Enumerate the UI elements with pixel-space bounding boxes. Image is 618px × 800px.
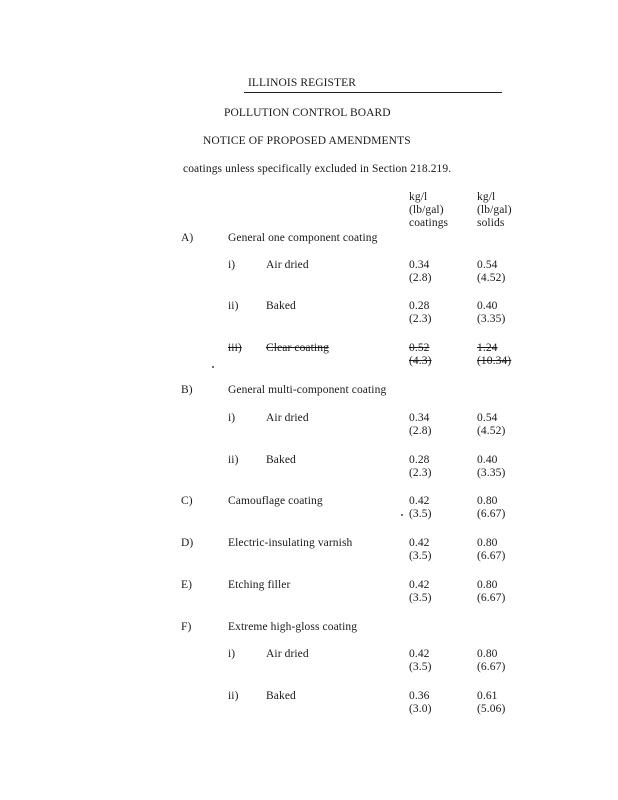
section-letter: C) bbox=[181, 495, 193, 507]
section-title: Camouflage coating bbox=[228, 495, 323, 507]
value-lb-coatings: (2.8) bbox=[409, 425, 432, 437]
value-kg-solids: 0.54 bbox=[477, 412, 498, 424]
section-letter: B) bbox=[181, 384, 193, 396]
value-lb-solids: (6.67) bbox=[477, 592, 506, 604]
item-label: Air dried bbox=[266, 412, 309, 424]
item-number: ii) bbox=[228, 454, 239, 466]
value-lb-coatings: (3.5) bbox=[409, 508, 432, 520]
value-kg-coatings: 0.42 bbox=[409, 579, 430, 591]
header-rule bbox=[244, 92, 502, 93]
section-title: Etching filler bbox=[228, 579, 291, 591]
value-kg-coatings: 0.34 bbox=[409, 412, 430, 424]
value-kg-solids: 0.40 bbox=[477, 300, 498, 312]
value-lb-coatings: (2.3) bbox=[409, 313, 432, 325]
value-kg-coatings: 0.28 bbox=[409, 454, 430, 466]
value-lb-solids: (3.35) bbox=[477, 467, 506, 479]
value-lb-solids: (4.52) bbox=[477, 272, 506, 284]
scan-speck bbox=[212, 366, 214, 368]
item-number-struck: iii) bbox=[228, 342, 242, 354]
col-solids-alt-unit: (lb/gal) bbox=[477, 204, 512, 216]
value-lb-solids: (3.35) bbox=[477, 313, 506, 325]
board-name: POLLUTION CONTROL BOARD bbox=[224, 107, 391, 119]
col-coatings-alt-unit: (lb/gal) bbox=[409, 204, 444, 216]
section-title: General one component coating bbox=[228, 232, 378, 244]
register-title: ILLINOIS REGISTER bbox=[248, 77, 357, 89]
item-number: ii) bbox=[228, 300, 239, 312]
value-kg-solids-struck: 1.24 bbox=[477, 342, 498, 354]
value-kg-coatings: 0.42 bbox=[409, 537, 430, 549]
value-lb-solids: (6.67) bbox=[477, 550, 506, 562]
value-lb-coatings: (3.5) bbox=[409, 661, 432, 673]
value-kg-coatings: 0.34 bbox=[409, 259, 430, 271]
value-kg-solids: 0.54 bbox=[477, 259, 498, 271]
section-letter: F) bbox=[181, 621, 192, 633]
item-label: Baked bbox=[266, 300, 296, 312]
col-coatings-label: coatings bbox=[409, 217, 449, 229]
section-letter: E) bbox=[181, 579, 193, 591]
value-lb-solids: (4.52) bbox=[477, 425, 506, 437]
value-kg-solids: 0.61 bbox=[477, 690, 498, 702]
value-lb-solids: (5.06) bbox=[477, 703, 506, 715]
value-lb-solids: (6.67) bbox=[477, 508, 506, 520]
value-kg-coatings: 0.42 bbox=[409, 495, 430, 507]
item-number: i) bbox=[228, 259, 236, 271]
item-number: i) bbox=[228, 412, 236, 424]
section-title: Electric-insulating varnish bbox=[228, 537, 353, 549]
col-coatings-unit: kg/l bbox=[409, 191, 428, 203]
item-label: Air dried bbox=[266, 648, 309, 660]
section-letter: A) bbox=[181, 232, 194, 244]
value-kg-coatings: 0.42 bbox=[409, 648, 430, 660]
section-letter: D) bbox=[181, 537, 194, 549]
item-number: i) bbox=[228, 648, 236, 660]
item-label-struck: Clear coating bbox=[266, 342, 329, 354]
item-label: Baked bbox=[266, 454, 296, 466]
value-kg-solids: 0.40 bbox=[477, 454, 498, 466]
value-kg-solids: 0.80 bbox=[477, 579, 498, 591]
col-solids-unit: kg/l bbox=[477, 191, 496, 203]
section-title: Extreme high-gloss coating bbox=[228, 621, 358, 633]
value-lb-coatings: (3.0) bbox=[409, 703, 432, 715]
value-kg-solids: 0.80 bbox=[477, 648, 498, 660]
item-number: ii) bbox=[228, 690, 239, 702]
value-lb-coatings-struck: (4.3) bbox=[409, 355, 432, 367]
value-lb-coatings: (2.3) bbox=[409, 467, 432, 479]
value-kg-coatings: 0.28 bbox=[409, 300, 430, 312]
value-kg-coatings: 0.36 bbox=[409, 690, 430, 702]
value-lb-coatings: (2.8) bbox=[409, 272, 432, 284]
value-lb-coatings: (3.5) bbox=[409, 550, 432, 562]
value-kg-solids: 0.80 bbox=[477, 495, 498, 507]
item-label: Air dried bbox=[266, 259, 309, 271]
intro-text: coatings unless specifically excluded in Section 218.219. bbox=[183, 163, 452, 175]
scan-speck bbox=[401, 514, 403, 516]
section-title: General multi-component coating bbox=[228, 384, 387, 396]
value-lb-solids-struck: (10.34) bbox=[477, 355, 512, 367]
value-kg-coatings-struck: 0.52 bbox=[409, 342, 430, 354]
item-label: Baked bbox=[266, 690, 296, 702]
notice-title: NOTICE OF PROPOSED AMENDMENTS bbox=[203, 135, 411, 147]
value-lb-solids: (6.67) bbox=[477, 661, 506, 673]
col-solids-label: solids bbox=[477, 217, 505, 229]
value-kg-solids: 0.80 bbox=[477, 537, 498, 549]
value-lb-coatings: (3.5) bbox=[409, 592, 432, 604]
